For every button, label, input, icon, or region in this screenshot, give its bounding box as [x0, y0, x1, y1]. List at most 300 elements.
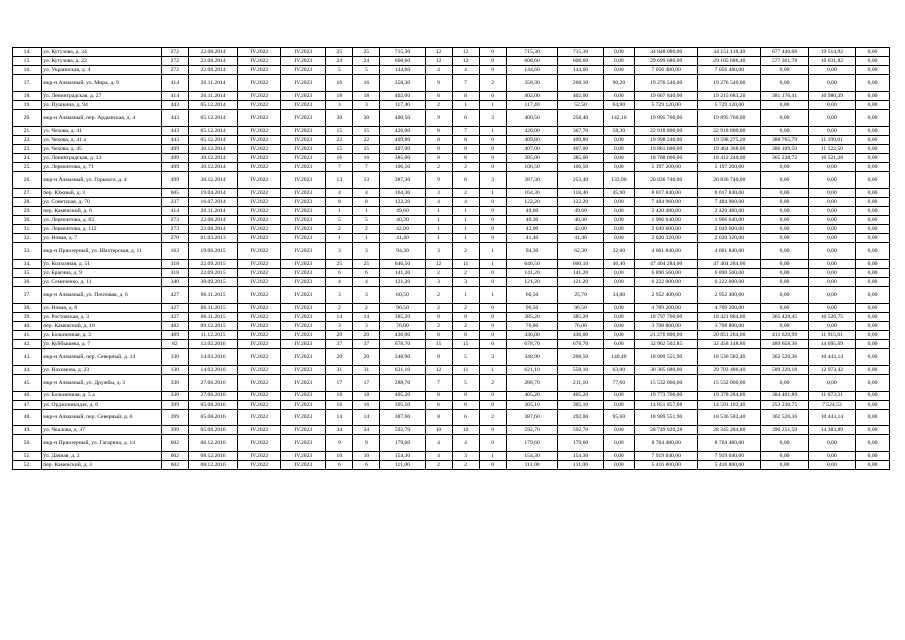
value-cell: 273: [161, 216, 188, 225]
table-row: [13, 312, 890, 321]
value-cell: 144,60: [506, 66, 558, 75]
value-cell: 3: [452, 278, 479, 287]
value-cell: 387,30: [506, 172, 558, 189]
value-cell: 8: [425, 91, 452, 100]
row-number-cell: 36.: [13, 278, 42, 287]
value-cell: 0,00: [603, 135, 635, 144]
value-cell: 05.12.2014: [188, 126, 238, 135]
value-cell: 0,00: [808, 243, 855, 260]
value-cell: 12.02.2016: [188, 340, 238, 349]
value-cell: 18 536 582,40: [698, 349, 761, 366]
value-cell: 8: [452, 91, 479, 100]
value-cell: 0,00: [856, 163, 890, 172]
value-cell: 42,00: [558, 225, 603, 234]
value-cell: 443: [161, 110, 188, 127]
table-row: [13, 172, 890, 189]
value-cell: 22: [326, 135, 353, 144]
value-cell: 0,00: [603, 321, 635, 330]
value-cell: 385,20: [380, 312, 425, 321]
value-cell: 6: [425, 400, 452, 409]
value-cell: 22: [353, 135, 380, 144]
value-cell: 10 526,75: [808, 312, 855, 321]
table-row: [13, 321, 890, 330]
value-cell: 3: [353, 100, 380, 109]
row-number-cell: 18.: [13, 91, 42, 100]
value-cell: 405,20: [380, 391, 425, 400]
value-cell: 399: [161, 400, 188, 409]
row-number-cell: 50.: [13, 435, 42, 452]
address-cell: пер. Южный, д. 3: [42, 188, 161, 197]
value-cell: 122,20: [558, 197, 603, 206]
value-cell: IV.2022: [238, 268, 281, 277]
value-cell: 6 222 000,00: [635, 278, 698, 287]
table-row: [13, 206, 890, 215]
address-cell: ул. Лермонтова, д. 83: [42, 216, 161, 225]
value-cell: 2: [425, 287, 452, 304]
value-cell: 05.08.2016: [188, 400, 238, 409]
value-cell: 2 020 320,00: [698, 234, 761, 243]
value-cell: 7: [353, 163, 380, 172]
row-number-cell: 40.: [13, 321, 42, 330]
value-cell: 2: [452, 163, 479, 172]
value-cell: IV.2023: [281, 409, 326, 426]
value-cell: 0: [479, 278, 506, 287]
value-cell: 15: [326, 126, 353, 135]
value-cell: 34 151 118,40: [698, 48, 761, 57]
value-cell: 0,00: [761, 172, 808, 189]
value-cell: IV.2022: [238, 435, 281, 452]
value-cell: 14: [353, 409, 380, 426]
table-row: [13, 278, 890, 287]
value-cell: 367,70: [558, 126, 603, 135]
value-cell: 0: [479, 66, 506, 75]
value-cell: 0,00: [603, 153, 635, 162]
value-cell: 2: [452, 321, 479, 330]
value-cell: 0,00: [761, 243, 808, 260]
value-cell: 2: [353, 225, 380, 234]
address-cell: мкр-н Алмазный, пер. Ардынская, д. 4: [42, 110, 161, 127]
value-cell: 0,00: [856, 374, 890, 391]
row-number-cell: 49.: [13, 426, 42, 435]
value-cell: 14 383,89: [808, 426, 855, 435]
value-cell: 60,50: [380, 287, 425, 304]
value-cell: 82: [161, 340, 188, 349]
table-row: [13, 48, 890, 57]
value-cell: 90,20: [603, 75, 635, 92]
value-cell: 2 020 320,00: [635, 234, 698, 243]
address-cell: ул. Больничная, д. 3: [42, 331, 161, 340]
value-cell: 268,10: [558, 75, 603, 92]
address-cell: мкр-н Алмазный, пер. Северный, д. 14: [42, 349, 161, 366]
address-cell: ул. Чехова, д. 41: [42, 126, 161, 135]
table-row: [13, 331, 890, 340]
value-cell: 3: [353, 321, 380, 330]
value-cell: 318: [161, 268, 188, 277]
value-cell: 7 919 040,00: [635, 451, 698, 460]
value-cell: 22.09.2015: [188, 268, 238, 277]
value-cell: 42,00: [506, 225, 558, 234]
value-cell: 0,00: [761, 303, 808, 312]
value-cell: 15: [425, 340, 452, 349]
value-cell: 362 526,36: [761, 409, 808, 426]
value-cell: 142,10: [603, 110, 635, 127]
address-cell: пер. Каменский, д. 3: [42, 461, 161, 470]
value-cell: 4: [326, 278, 353, 287]
value-cell: 407,00: [380, 144, 425, 153]
value-cell: IV.2022: [238, 206, 281, 215]
value-cell: 122,20: [380, 197, 425, 206]
value-cell: 46,40: [603, 259, 635, 268]
value-cell: 253,40: [558, 172, 603, 189]
table-row: [13, 243, 890, 260]
value-cell: 0: [479, 312, 506, 321]
value-cell: 11.12.2015: [188, 331, 238, 340]
value-cell: 387,30: [380, 172, 425, 189]
value-cell: 2: [425, 100, 452, 109]
value-cell: 365 238,72: [761, 153, 808, 162]
value-cell: 0,00: [808, 126, 855, 135]
row-number-cell: 44.: [13, 365, 42, 374]
value-cell: 427: [161, 287, 188, 304]
value-cell: 9: [353, 435, 380, 452]
value-cell: 427: [161, 303, 188, 312]
address-cell: ул. Ленинградская, д. 13: [42, 153, 161, 162]
value-cell: 0,00: [603, 66, 635, 75]
value-cell: 678,70: [380, 340, 425, 349]
value-cell: 22.09.2015: [188, 259, 238, 268]
value-cell: 6 890 560,00: [635, 268, 698, 277]
table-row: [13, 259, 890, 268]
value-cell: 258,40: [558, 110, 603, 127]
value-cell: 0,00: [761, 451, 808, 460]
value-cell: 0,00: [761, 259, 808, 268]
value-cell: 402,00: [506, 91, 558, 100]
value-cell: 08.12.2016: [188, 451, 238, 460]
value-cell: 2 049 600,00: [698, 225, 761, 234]
value-cell: 15: [452, 340, 479, 349]
value-cell: 413 620,99: [761, 331, 808, 340]
value-cell: IV.2022: [238, 321, 281, 330]
value-cell: 20 836 740,00: [698, 172, 761, 189]
value-cell: 05.12.2014: [188, 135, 238, 144]
value-cell: 0,00: [856, 100, 890, 109]
value-cell: 154,30: [506, 451, 558, 460]
value-cell: 0,00: [856, 409, 890, 426]
value-cell: 427: [161, 312, 188, 321]
value-cell: 08.12.2016: [188, 461, 238, 470]
value-cell: 0,00: [603, 451, 635, 460]
value-cell: 499: [161, 163, 188, 172]
value-cell: 4: [452, 435, 479, 452]
value-cell: 4 709 200,00: [635, 303, 698, 312]
address-cell: мкр-н Алмазный, пер. Северный, д. 6: [42, 409, 161, 426]
value-cell: 9: [425, 75, 452, 92]
value-cell: IV.2023: [281, 172, 326, 189]
relocation-program-table: [12, 47, 890, 470]
value-cell: 208,50: [558, 349, 603, 366]
value-cell: IV.2023: [281, 57, 326, 66]
value-cell: 76,00: [558, 321, 603, 330]
value-cell: 272: [161, 57, 188, 66]
value-cell: 0: [479, 340, 506, 349]
value-cell: 0: [479, 57, 506, 66]
value-cell: IV.2022: [238, 126, 281, 135]
value-cell: 0,00: [856, 331, 890, 340]
value-cell: 20: [326, 349, 353, 366]
value-cell: 118,40: [558, 188, 603, 197]
row-number-cell: 16.: [13, 66, 42, 75]
value-cell: 0,00: [603, 435, 635, 452]
table-row: [13, 340, 890, 349]
value-cell: 3: [479, 172, 506, 189]
value-cell: 34: [353, 426, 380, 435]
value-cell: 10 443,14: [808, 349, 855, 366]
value-cell: 7 484 960,00: [635, 197, 698, 206]
address-cell: мкр-н Алмазный, ул. Горького, д. 4: [42, 172, 161, 189]
value-cell: 5: [326, 216, 353, 225]
value-cell: 8: [353, 197, 380, 206]
value-cell: 10: [452, 426, 479, 435]
value-cell: 06.11.2015: [188, 303, 238, 312]
value-cell: 0: [479, 135, 506, 144]
table-row: [13, 426, 890, 435]
value-cell: 414: [161, 91, 188, 100]
value-cell: 2: [452, 188, 479, 197]
value-cell: 409,80: [558, 135, 603, 144]
table-row: [13, 66, 890, 75]
value-cell: 4 601 840,00: [635, 243, 698, 260]
value-cell: 17: [326, 374, 353, 391]
value-cell: 06.11.2015: [188, 287, 238, 304]
value-cell: 95,60: [603, 409, 635, 426]
value-cell: 9: [326, 435, 353, 452]
value-cell: IV.2023: [281, 391, 326, 400]
value-cell: 0,00: [808, 216, 855, 225]
value-cell: 0,00: [856, 303, 890, 312]
value-cell: 0,00: [856, 391, 890, 400]
value-cell: IV.2022: [238, 163, 281, 172]
address-cell: ул. Орджоникидзе, д. 6: [42, 400, 161, 409]
value-cell: 0,00: [603, 144, 635, 153]
value-cell: 0,00: [603, 163, 635, 172]
value-cell: 0,00: [808, 206, 855, 215]
value-cell: 305,10: [380, 400, 425, 409]
value-cell: 49,60: [506, 206, 558, 215]
value-cell: 0,00: [856, 259, 890, 268]
address-cell: ул. Новая, д. 8: [42, 303, 161, 312]
value-cell: 330: [161, 391, 188, 400]
value-cell: 18 421 804,80: [698, 312, 761, 321]
value-cell: 0,00: [808, 321, 855, 330]
value-cell: 15: [326, 144, 353, 153]
value-cell: 3: [326, 287, 353, 304]
value-cell: 37: [353, 340, 380, 349]
value-cell: 0,00: [856, 268, 890, 277]
value-cell: 2 420 480,00: [635, 206, 698, 215]
value-cell: 499: [161, 172, 188, 189]
value-cell: 5: [353, 66, 380, 75]
value-cell: 18 909 551,90: [635, 349, 698, 366]
value-cell: 0,00: [603, 391, 635, 400]
value-cell: 14 695,69: [808, 340, 855, 349]
value-cell: 8: [425, 331, 452, 340]
table-row: [13, 110, 890, 127]
value-cell: 4: [452, 197, 479, 206]
value-cell: 18 797 760,00: [635, 312, 698, 321]
value-cell: 0: [479, 91, 506, 100]
value-cell: 0,00: [603, 216, 635, 225]
value-cell: 0,00: [603, 303, 635, 312]
value-cell: 270: [161, 234, 188, 243]
value-cell: IV.2023: [281, 126, 326, 135]
value-cell: 1: [425, 216, 452, 225]
value-cell: 426,00: [380, 126, 425, 135]
value-cell: 16 631,82: [808, 57, 855, 66]
value-cell: 19 378 284,80: [698, 391, 761, 400]
value-cell: 9: [425, 110, 452, 127]
value-cell: 42,00: [380, 225, 425, 234]
value-cell: IV.2023: [281, 110, 326, 127]
value-cell: 15: [353, 126, 380, 135]
value-cell: 0,00: [808, 225, 855, 234]
value-cell: 0,00: [603, 268, 635, 277]
value-cell: IV.2023: [281, 153, 326, 162]
value-cell: 10: [326, 451, 353, 460]
value-cell: 25: [353, 48, 380, 57]
address-cell: ул. Кутузова, д. 34: [42, 48, 161, 57]
value-cell: 141,20: [506, 268, 558, 277]
row-number-cell: 39.: [13, 312, 42, 321]
value-cell: 4 709 200,00: [698, 303, 761, 312]
value-cell: 0: [479, 321, 506, 330]
value-cell: 18: [326, 91, 353, 100]
value-cell: 24: [353, 57, 380, 66]
value-cell: 5 729 120,00: [698, 100, 761, 109]
value-cell: IV.2022: [238, 66, 281, 75]
value-cell: 11 122,50: [808, 144, 855, 153]
value-cell: 10 521,28: [808, 153, 855, 162]
value-cell: 2 952 400,00: [698, 287, 761, 304]
value-cell: 19 607 840,00: [635, 91, 698, 100]
value-cell: 13: [326, 172, 353, 189]
value-cell: IV.2023: [281, 268, 326, 277]
value-cell: IV.2022: [238, 216, 281, 225]
table-row: [13, 303, 890, 312]
value-cell: 400,50: [506, 110, 558, 127]
value-cell: 211,10: [558, 374, 603, 391]
row-number-cell: 19.: [13, 100, 42, 109]
value-cell: 8: [452, 135, 479, 144]
value-cell: 0: [479, 153, 506, 162]
value-cell: 40,30: [558, 216, 603, 225]
table-row: [13, 163, 890, 172]
value-cell: 27.06.2016: [188, 374, 238, 391]
value-cell: IV.2022: [238, 331, 281, 340]
value-cell: 106,50: [380, 163, 425, 172]
address-cell: ул. Семиченко, д. 11: [42, 278, 161, 287]
value-cell: 385,20: [506, 312, 558, 321]
value-cell: 20: [353, 331, 380, 340]
value-cell: IV.2023: [281, 365, 326, 374]
value-cell: IV.2023: [281, 451, 326, 460]
value-cell: 144,60: [558, 66, 603, 75]
value-cell: 0,00: [856, 66, 890, 75]
value-cell: 2: [353, 303, 380, 312]
value-cell: 0,00: [856, 91, 890, 100]
value-cell: 0: [479, 268, 506, 277]
value-cell: 05.08.2016: [188, 426, 238, 435]
value-cell: 443: [161, 100, 188, 109]
value-cell: 22 918 800,00: [635, 126, 698, 135]
value-cell: 41,40: [380, 234, 425, 243]
value-cell: 6 890 560,00: [698, 268, 761, 277]
row-number-cell: 33.: [13, 243, 42, 260]
value-cell: 22.08.2014: [188, 48, 238, 57]
value-cell: 5 416 800,00: [698, 461, 761, 470]
value-cell: 19 276 540,00: [698, 75, 761, 92]
value-cell: IV.2023: [281, 135, 326, 144]
value-cell: 409,80: [506, 135, 558, 144]
value-cell: 489 658,36: [761, 340, 808, 349]
address-cell: пер. Каменский, д. 10: [42, 321, 161, 330]
value-cell: 387,60: [380, 409, 425, 426]
value-cell: 608,60: [380, 57, 425, 66]
table-row: [13, 461, 890, 470]
table-row: [13, 91, 890, 100]
value-cell: 646,50: [380, 259, 425, 268]
value-cell: 20 836 740,00: [635, 172, 698, 189]
value-cell: 19 514,92: [808, 48, 855, 57]
value-cell: 19 276 540,00: [635, 75, 698, 92]
value-cell: 52,50: [558, 100, 603, 109]
value-cell: IV.2022: [238, 259, 281, 268]
value-cell: 32 458 148,80: [698, 340, 761, 349]
value-cell: 8: [425, 126, 452, 135]
value-cell: 19 861 600,00: [635, 144, 698, 153]
value-cell: 358,30: [380, 75, 425, 92]
value-cell: 414: [161, 75, 188, 92]
value-cell: 3: [353, 243, 380, 260]
row-number-cell: 51.: [13, 451, 42, 460]
value-cell: 12: [452, 57, 479, 66]
value-cell: 340: [161, 278, 188, 287]
value-cell: 26.11.2014: [188, 75, 238, 92]
value-cell: 6: [353, 461, 380, 470]
value-cell: 24: [326, 57, 353, 66]
value-cell: 106,50: [558, 163, 603, 172]
value-cell: 0,00: [761, 435, 808, 452]
value-cell: 2 049 600,00: [635, 225, 698, 234]
value-cell: 0,00: [856, 321, 890, 330]
value-cell: IV.2023: [281, 312, 326, 321]
value-cell: IV.2022: [238, 426, 281, 435]
address-cell: ул. Ленинградская, д. 27: [42, 91, 161, 100]
value-cell: 19 773 760,00: [635, 391, 698, 400]
value-cell: IV.2023: [281, 461, 326, 470]
value-cell: 122,20: [506, 197, 558, 206]
value-cell: 40,30: [380, 216, 425, 225]
value-cell: 0,00: [856, 400, 890, 409]
value-cell: IV.2023: [281, 206, 326, 215]
value-cell: 19 464 368,00: [698, 144, 761, 153]
value-cell: 6: [326, 268, 353, 277]
value-cell: 18: [353, 391, 380, 400]
value-cell: 18 536 582,40: [698, 409, 761, 426]
value-cell: 0: [479, 163, 506, 172]
value-cell: 499: [161, 153, 188, 162]
value-cell: IV.2022: [238, 374, 281, 391]
value-cell: IV.2023: [281, 163, 326, 172]
